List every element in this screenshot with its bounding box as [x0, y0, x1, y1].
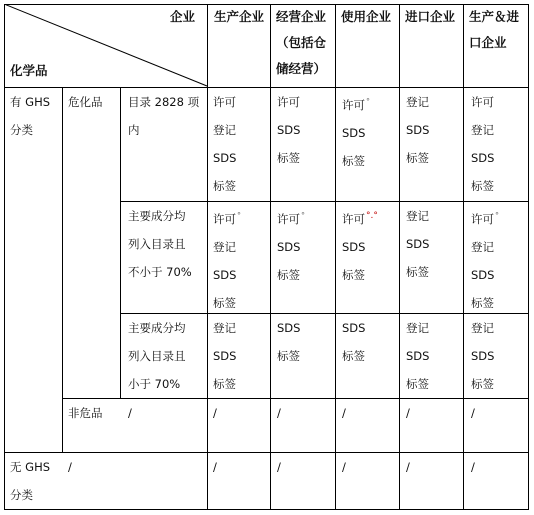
- chemical-requirements-table: [4, 4, 529, 510]
- row-label-non-hazardous: 非危品: [68, 406, 103, 420]
- footnote-mark: °: [495, 211, 499, 220]
- row-label-hazardous: 危化品: [68, 95, 103, 109]
- grid-line: [4, 4, 5, 510]
- cell-nonhaz-trading: /: [277, 406, 281, 420]
- cell-noghs-usage: /: [342, 460, 346, 474]
- cell-ge70-production-import: 许可° 登记 SDS 标签: [471, 211, 499, 310]
- grid-line: [399, 4, 400, 510]
- col-header-trading: 经营企业 （包括仓 储经营）: [276, 9, 327, 76]
- grid-line: [120, 87, 121, 399]
- cell-nonhaz-production: /: [213, 406, 217, 420]
- cell-nonhaz-usage: /: [342, 406, 346, 420]
- cell-lt70-usage: SDS 标签: [342, 321, 366, 363]
- footnote-mark: °: [237, 211, 241, 220]
- grid-line: [463, 4, 464, 510]
- footnote-mark: °: [366, 97, 370, 106]
- grid-line: [62, 87, 63, 453]
- cell-ge70-trading: 许可° SDS 标签: [277, 211, 305, 282]
- col-header-production-import: 生产＆进 口企业: [469, 9, 520, 50]
- cell-noghs-import: /: [406, 460, 410, 474]
- cell-catalog-import: 登记 SDS 标签: [406, 95, 430, 165]
- footnote-mark: °: [301, 211, 305, 220]
- col-header-usage: 使用企业: [341, 9, 392, 24]
- grid-line: [4, 509, 529, 510]
- cond-lt-70: 主要成分均 列入目录且 小于 70%: [128, 321, 186, 391]
- cell-ge70-usage: 许可°.° SDS 标签: [342, 211, 378, 282]
- header-corner-enterprise: 企业: [170, 9, 196, 24]
- grid-line: [207, 4, 208, 510]
- cell-noghs-production-import: /: [471, 460, 475, 474]
- cell-lt70-import: 登记 SDS 标签: [406, 321, 430, 391]
- col-header-import: 进口企业: [405, 9, 456, 24]
- grid-line: [62, 398, 529, 399]
- cell-catalog-usage: 许可° SDS 标签: [342, 97, 370, 168]
- cell-lt70-trading: SDS 标签: [277, 321, 301, 363]
- header-corner-chemical: 化学品: [10, 63, 48, 78]
- spellcheck-mark: °.°: [366, 211, 378, 221]
- cell-lt70-production: 登记 SDS 标签: [213, 321, 237, 391]
- col-header-production: 生产企业: [214, 9, 265, 24]
- cell-ge70-import: 登记 SDS 标签: [406, 209, 430, 279]
- cond-ge-70: 主要成分均 列入目录且 不小于 70%: [128, 209, 192, 279]
- cell-lt70-production-import: 登记 SDS 标签: [471, 321, 495, 391]
- grid-line: [4, 452, 529, 453]
- grid-line: [270, 4, 271, 510]
- cell-nonhaz-production-import: /: [471, 406, 475, 420]
- cell-nonhaz-import: /: [406, 406, 410, 420]
- cond-catalog-2828: 目录 2828 项 内: [128, 95, 200, 137]
- cell-catalog-production: 许可 登记 SDS 标签: [213, 95, 237, 193]
- cell-nonhaz-condition: /: [128, 406, 132, 420]
- grid-line: [528, 4, 529, 510]
- grid-line: [335, 4, 336, 510]
- row-label-no-ghs: 无 GHS 分类: [10, 460, 51, 502]
- cell-noghs-production: /: [213, 460, 217, 474]
- row-label-has-ghs: 有 GHS 分类: [10, 95, 51, 137]
- cell-ge70-production: 许可° 登记 SDS 标签: [213, 211, 241, 310]
- cell-noghs-trading: /: [277, 460, 281, 474]
- cell-noghs-condition: /: [68, 460, 72, 474]
- cell-catalog-production-import: 许可 登记 SDS 标签: [471, 95, 495, 193]
- cell-catalog-trading: 许可 SDS 标签: [277, 95, 301, 165]
